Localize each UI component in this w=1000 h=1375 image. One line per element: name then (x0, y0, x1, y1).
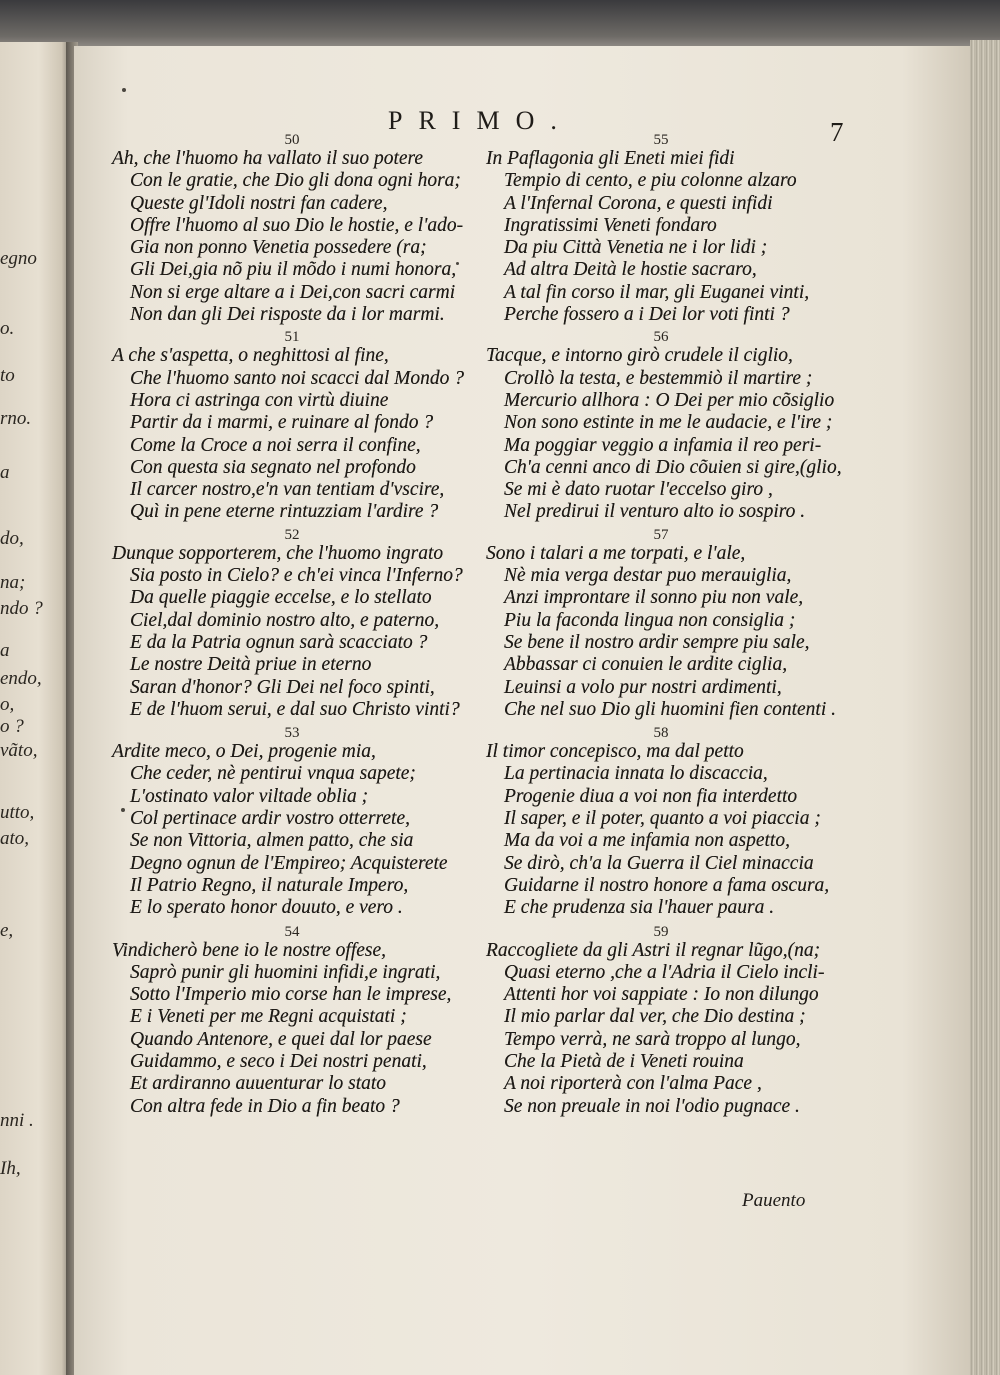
stanza (486, 924, 836, 1118)
verse-line: Se non preuale in noi l'odio pugnace . (504, 1095, 800, 1117)
stanza (486, 527, 836, 721)
verse-line: Crollò la testa, e bestemmiò il martire ; (504, 367, 813, 389)
stanza-number: 53 (284, 725, 300, 742)
verse-line: Ma poggiar veggio a infamia il reo peri- (504, 434, 822, 456)
verse-line: Che la Pietà de i Veneti rouina (504, 1050, 744, 1072)
verse-line: E i Veneti per me Regni acquistati ; (130, 1006, 407, 1028)
left-page-text-fragment: o, (0, 694, 15, 715)
running-head: PRIMO. (388, 106, 573, 135)
verse-line: Gli Dei,gia nõ piu il mõdo i numi honora, (130, 259, 457, 281)
left-page-text-fragment: na; (0, 572, 26, 593)
ink-speck (121, 808, 125, 812)
verse-line: E da la Patria ognun sarà scacciato ? (130, 631, 428, 653)
verse-line: Quasi eterno ,che a l'Adria il Cielo incli- (504, 961, 825, 983)
page-number: 7 (830, 117, 844, 147)
verse-line: A noi riporterà con l'alma Pace , (504, 1073, 762, 1095)
verse-line: Sia posto in Cielo? e ch'ei vinca l'Inferno? (130, 565, 463, 587)
verse-line: E che prudenza sia l'hauer paura . (504, 897, 775, 919)
verse-line: Il timor concepisco, ma dal petto (486, 741, 744, 763)
verse-line: A l'Infernal Corona, e questi infidi (504, 192, 773, 214)
verse-line: Saran d'honor? Gli Dei nel foco spinti, (130, 676, 435, 698)
verse-line: Raccogliete da gli Astri il regnar lũgo,(na; (486, 939, 821, 961)
verse-line: Degno ognun de l'Empireo; Acquisterete (130, 852, 448, 874)
verse-line: Ah, che l'huomo ha vallato il suo potere (112, 148, 424, 169)
verse-line: Che l'huomo santo noi scacci dal Mondo ? (130, 367, 465, 389)
verse-line: In Paflagonia gli Eneti miei fidi (486, 148, 735, 169)
verse-line: Da piu Città Venetia ne i lor lidi ; (504, 237, 768, 259)
verse-line: Come la Croce a noi serra il confine, (130, 434, 421, 456)
verse-line: Da quelle piaggie eccelse, e lo stellato (130, 587, 432, 609)
verse-line: Vindicherò bene io le nostre offese, (112, 939, 387, 961)
stanza (112, 527, 472, 721)
stanza (486, 329, 842, 523)
verse-line: Se non Vittoria, almen patto, che sia (130, 830, 414, 852)
verse-line: Tacque, e intorno girò crudele il ciglio, (486, 345, 793, 367)
left-page-text-fragment: ato, (0, 828, 30, 849)
verse-line: Perche fossero a i Dei lor voti finti ? (504, 304, 790, 326)
verse-line: La pertinacia innata lo discaccia, (504, 763, 768, 785)
stanza (486, 725, 836, 919)
stanza-number: 52 (284, 526, 300, 543)
left-page-text-fragment: a (0, 640, 10, 661)
stanza (486, 132, 836, 326)
verse-line: Con altra fede in Dio a fin beato ? (130, 1095, 400, 1117)
verse-line: Saprò punir gli huomini infidi,e ingrati, (130, 961, 441, 983)
page-edges (970, 40, 1000, 1375)
left-page-text-fragment: nni . (0, 1110, 34, 1131)
verse-line: Attenti hor voi sappiate : Io non dilungo (504, 984, 819, 1006)
verse-line: Quando Antenore, e quei dal lor paese (130, 1028, 432, 1050)
verse-line: Ad altra Deità le hostie sacraro, (504, 259, 757, 281)
verse-line: E de l'huom serui, e dal suo Christo vinti? (130, 698, 460, 720)
left-page-text-fragment: ndo ? (0, 598, 43, 619)
verse-line: Progenie diua a voi non fia interdetto (504, 785, 798, 807)
right-column (486, 132, 842, 1118)
verse-line: Non dan gli Dei risposte da i lor marmi. (130, 304, 445, 326)
verse-line: Le nostre Deità priue in eterno (130, 654, 372, 676)
verse-line: L'ostinato valor viltade oblia ; (130, 785, 369, 807)
verse-line: Il saper, e il poter, quanto a voi piaccia ; (504, 808, 821, 830)
catchword: Pauento (742, 1190, 806, 1211)
ink-speck (456, 262, 459, 265)
stanza (112, 725, 472, 919)
verse-line: Offre l'huomo al suo Dio le hostie, e l'ado- (130, 214, 464, 236)
left-page-text-fragment: do, (0, 528, 24, 549)
stanza (112, 132, 472, 326)
verse-line: Ardite meco, o Dei, progenie mia, (112, 741, 376, 763)
verse-line: Sotto l'Imperio mio corse han le imprese, (130, 984, 452, 1006)
verse-line: Non sono estinte in me le audacie, e l'ire ; (504, 412, 833, 434)
verse-line: Tempio di cento, e piu colonne alzaro (504, 170, 797, 192)
left-page-text-fragment: Ih, (0, 1158, 21, 1179)
verse-line: Piu la faconda lingua non consiglia ; (504, 609, 796, 631)
verse-line: Leuinsi a volo pur nostri ardimenti, (504, 676, 782, 698)
verse-line: Ch'a cenni anco di Dio cõuien si gire,(glio, (504, 456, 842, 478)
verse-line: Con le gratie, che Dio gli dona ogni hora; (130, 170, 461, 192)
left-page-text-fragment: vãto, (0, 740, 38, 761)
verse-line: Ma da voi a me infamia non aspetto, (504, 830, 790, 852)
verse-line: Queste gl'Idoli nostri fan cadere, (130, 192, 388, 214)
verse-line: Anzi improntare il sonno piu non vale, (504, 587, 804, 609)
verse-line: Ciel,dal dominio nostro alto, e paterno, (130, 609, 440, 631)
verse-line: Che ceder, nè pentirui vnqua sapete; (130, 763, 416, 785)
verse-line: Mercurio allhora : O Dei per mio cõsiglio (504, 389, 835, 411)
left-page-text-fragment: a (0, 462, 10, 483)
left-page-text-fragment: endo, (0, 668, 42, 689)
verse-line: Che nel suo Dio gli huomini fien contenti . (504, 698, 837, 720)
verse-line: Abbassar ci conuien le ardite ciglia, (504, 654, 788, 676)
verse-line: Se mi è dato ruotar l'eccelso giro , (504, 479, 773, 501)
verse-line: Il Patrio Regno, il naturale Impero, (130, 874, 409, 896)
verse-line: Con questa sia segnato nel profondo (130, 456, 416, 478)
left-page-text-fragment: to (0, 365, 15, 386)
left-page-text-fragment: e, (0, 920, 14, 941)
stanza-number: 55 (653, 132, 669, 148)
verse-line: Nel predirui il venturo alto io sospiro . (504, 501, 806, 523)
verse-line: Non si erge altare a i Dei,con sacri carmi (130, 281, 456, 303)
stanza-number: 59 (653, 923, 669, 940)
left-column (112, 132, 472, 1118)
verse-line: Nè mia verga destar puo merauiglia, (504, 565, 792, 587)
verse-line: E lo sperato honor douuto, e vero . (130, 897, 403, 919)
left-page-text-fragment: o ? (0, 716, 24, 737)
stanza (112, 329, 472, 523)
left-page-text-fragment: o. (0, 318, 15, 339)
stanza-number: 57 (653, 526, 669, 543)
verse-line: Sono i talari a me torpati, e l'ale, (486, 542, 746, 564)
stanza-number: 54 (284, 923, 300, 940)
stanza-number: 51 (284, 329, 300, 346)
left-page-text-fragment: utto, (0, 802, 35, 823)
left-page-fragment (0, 42, 70, 1375)
verse-line: Il carcer nostro,e'n van tentiam d'vscire, (130, 479, 445, 501)
ink-speck (122, 88, 126, 92)
verse-line: Guidarne il nostro honore a fama oscura, (504, 874, 830, 896)
stanza-number: 58 (653, 725, 669, 742)
stanza-number: 50 (284, 132, 300, 148)
verse-line: Gia non ponno Venetia possedere (ra; (130, 237, 427, 259)
left-page-text-fragment: rno. (0, 408, 32, 429)
verse-line: Quì in pene eterne rintuzziam l'ardire ? (130, 501, 439, 523)
verse-line: A che s'aspetta, o neghittosi al fine, (112, 345, 389, 367)
left-page-text-fragment: egno (0, 248, 37, 269)
verse-line: Guidammo, e seco i Dei nostri penati, (130, 1050, 427, 1072)
verse-line: Et ardiranno auuenturar lo stato (130, 1073, 387, 1095)
stanza (112, 924, 472, 1118)
verse-line: Tempo verrà, ne sarà troppo al lungo, (504, 1028, 801, 1050)
verse-line: Il mio parlar dal ver, che Dio destina ; (504, 1006, 806, 1028)
verse-line: Se dirò, ch'a la Guerra il Ciel minaccia (504, 852, 814, 874)
verse-line: Col pertinace ardir vostro otterrete, (130, 808, 411, 830)
stanza-number: 56 (653, 329, 669, 346)
verse-line: Partir da i marmi, e ruinare al fondo ? (130, 412, 434, 434)
verse-line: Hora ci astringa con virtù diuine (130, 389, 389, 411)
verse-line: Dunque sopporterem, che l'huomo ingrato (112, 542, 444, 564)
verse-line: Se bene il nostro ardir sempre piu sale, (504, 631, 810, 653)
verse-line: A tal fin corso il mar, gli Euganei vinti, (504, 281, 810, 303)
verse-line: Ingratissimi Veneti fondaro (504, 214, 717, 236)
